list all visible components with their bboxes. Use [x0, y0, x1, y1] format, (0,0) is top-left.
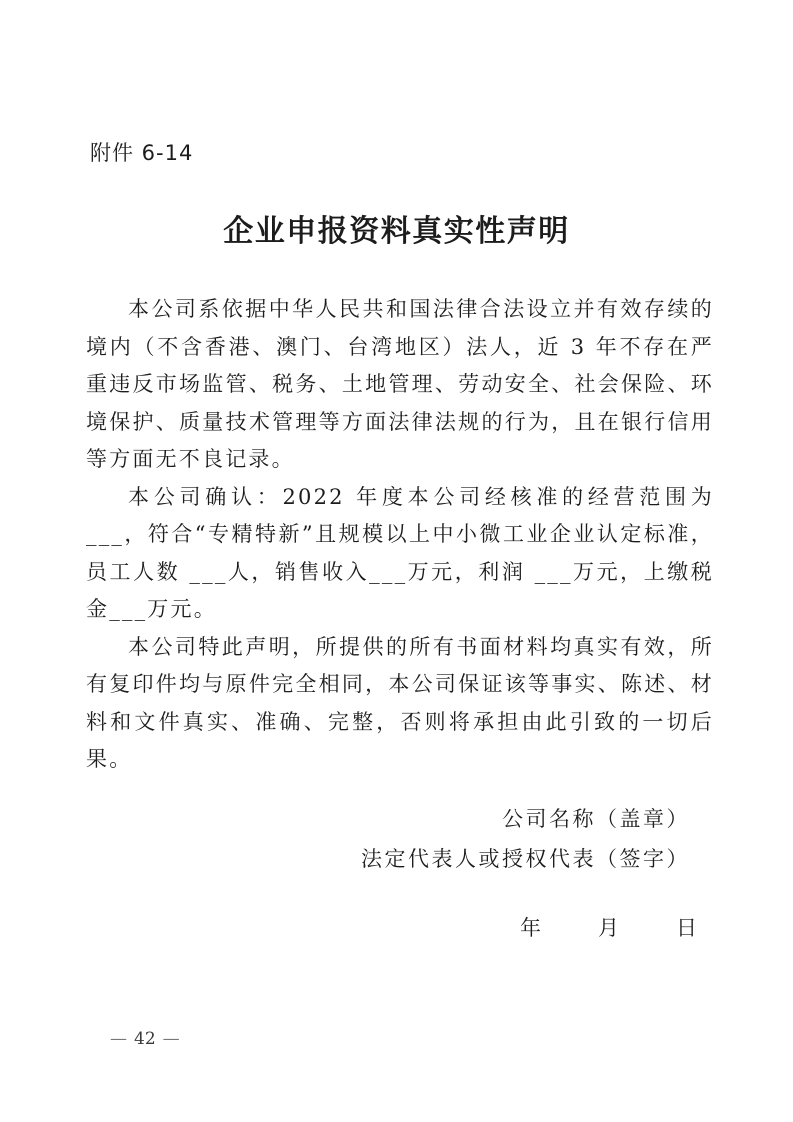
month-label: 月: [598, 916, 620, 940]
page-footer: [103, 1029, 187, 1049]
paragraph-legal-compliance: 本公司系依据中华人民共和国法律合法设立并有效存续的境内（不含香港、澳门、台湾地区）法人，近 3 年不存在严重违反市场监管、税务、土地管理、劳动安全、社会保险、环境保护、质量技术管理等方面法律法规的行为，且在银行信用等方面无不良记录。: [86, 297, 714, 471]
company-seal-line: 公司名称（盖章）: [502, 807, 690, 831]
footer-right-dash: —: [162, 1029, 180, 1049]
representative-signature-line: 法定代表人或授权代表（签字）: [361, 847, 690, 871]
attachment-label: 附件 6-14: [90, 141, 194, 165]
document-body: [86, 291, 714, 779]
year-label: 年: [520, 916, 542, 940]
date-line: [520, 912, 698, 942]
page-number: 42: [134, 1029, 156, 1049]
signature-block: [361, 799, 690, 879]
paragraph-company-confirmation: 本公司确认：2022 年度本公司经核准的经营范围为___，符合“专精特新”且规模以上中小微工业企业认定标准，员工人数 ___人，销售收入___万元，利润 ___万元，上缴税金___万元。: [86, 484, 714, 621]
day-label: 日: [676, 916, 698, 940]
footer-left-dash: —: [110, 1029, 127, 1049]
document-title: 企业申报资料真实性声明: [223, 214, 570, 249]
paragraph-declaration: 本公司特此声明，所提供的所有书面材料均真实有效，所有复印件均与原件完全相同，本公司保证该等事实、陈述、材料和文件真实、准确、完整，否则将承担由此引致的一切后果。: [86, 634, 714, 771]
